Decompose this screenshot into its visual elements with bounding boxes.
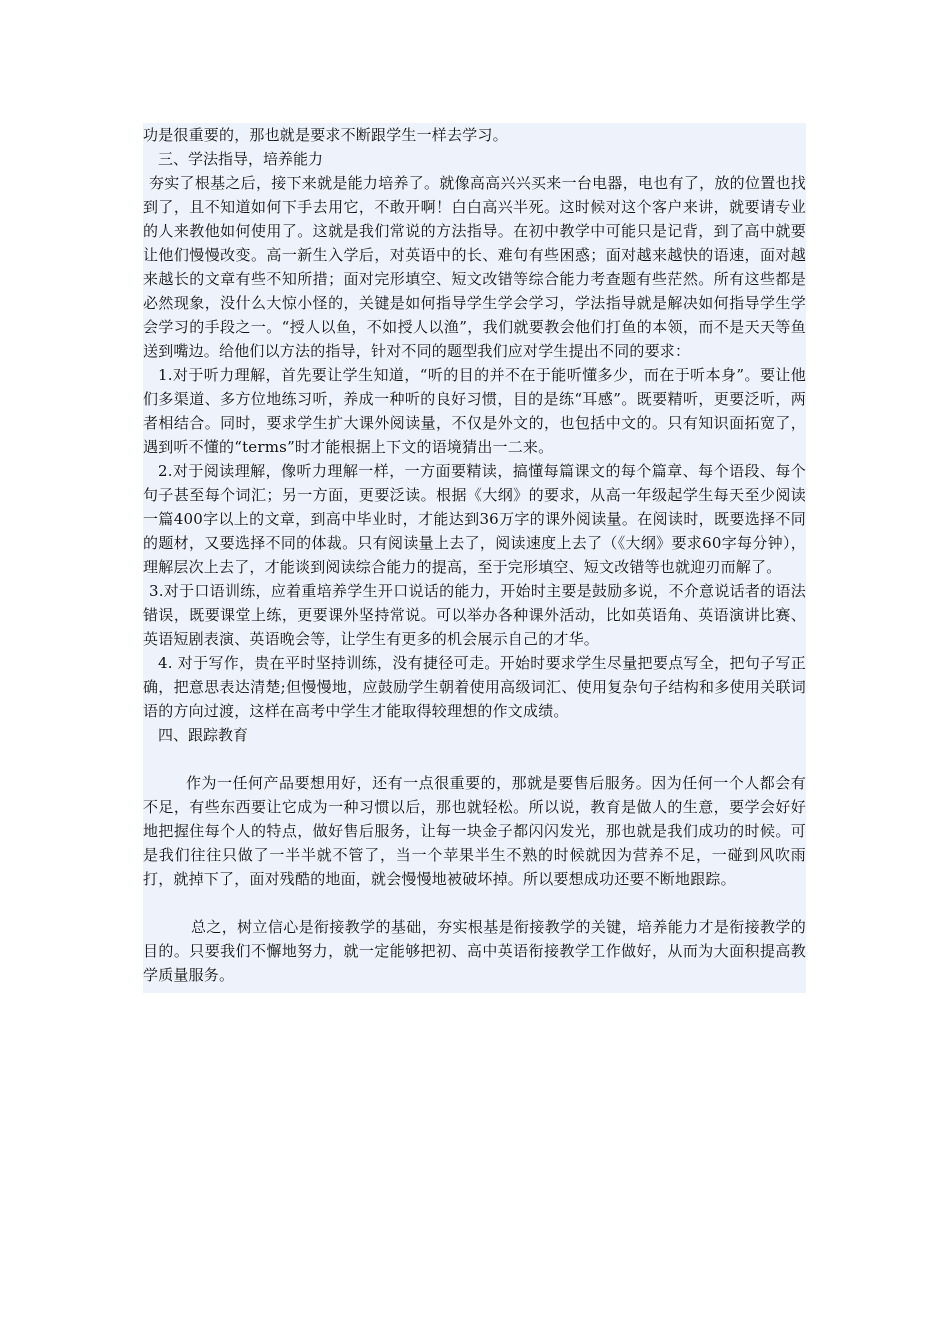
intro-line: 功是很重要的，那也就是要求不断跟学生一样去学习。: [143, 126, 508, 144]
list-item-reading: 2.对于阅读理解，像听力理解一样，一方面要精读，搞懂每篇课文的每个篇章、每个语段、每个句子甚至每个词汇；另一方面，更要泛读。根据《大纲》的要求，从高一年级起学生每天至少阅读一篇400字以上的文章，到高中毕业时，才能达到36万字的课外阅读量。在阅读时，既要选择不同的题材，又要选择不同的体裁。只有阅读量上去了，阅读速度上去了（《大纲》要求60字每分钟），理解层次上去了，才能谈到阅读综合能力的提高，至于完形填空、短文改错等也就迎刃而解了。: [143, 462, 806, 576]
paragraph-followup: 作为一任何产品要想用好，还有一点很重要的，那就是要售后服务。因为任何一个人都会有不足，有些东西要让它成为一种习惯以后，那也就轻松。所以说，教育是做人的生意，要学会好好地把握住每个人的特点，做好售后服务，让每一块金子都闪闪发光，那也就是我们成功的时候。可是我们往往只做了一半半就不管了，当一个苹果半生不熟的时候就因为营养不足，一碰到风吹雨打，就掉下了，面对残酷的地面，就会慢慢地被破坏掉。所以要想成功还要不断地跟踪。: [143, 774, 806, 888]
list-item-listening: 1.对于听力理解，首先要让学生知道，“听的目的并不在于能听懂多少，而在于听本身”。要让他们多渠道、多方位地练习听，养成一种听的良好习惯，目的是练“耳感”。既要精听，更要泛听，两者相结合。同时，要求学生扩大课外阅读量，不仅是外文的，也包括中文的。只有知识面拓宽了，遇到听不懂的“terms”时才能根据上下文的语境猜出一二来。: [143, 366, 806, 456]
document-body: [143, 123, 806, 993]
section-heading-3: 三、学法指导，培养能力: [158, 150, 324, 168]
spacer: [143, 747, 806, 771]
paragraph-conclusion: 总之，树立信心是衔接教学的基础，夯实根基是衔接教学的关键，培养能力才是衔接教学的目的。只要我们不懈地努力，就一定能够把初、高中英语衔接教学工作做好，从而为大面积提高教学质量服务。: [143, 918, 806, 984]
spacer: [143, 891, 806, 915]
section-heading-4: 四、跟踪教育: [158, 726, 249, 744]
list-item-speaking: 3.对于口语训练，应着重培养学生开口说话的能力，开始时主要是鼓励多说，不介意说话者的语法错误，既要课堂上练，更要课外坚持常说。可以举办各种课外活动，比如英语角、英语演讲比赛、英语短剧表演、英语晚会等，让学生有更多的机会展示自己的才华。: [143, 582, 806, 648]
paragraph-methods: 夯实了根基之后，接下来就是能力培养了。就像高高兴兴买来一台电器，电也有了，放的位置也找到了，且不知道如何下手去用它，不敢开啊！白白高兴半死。这时候对这个客户来讲，就要请专业的人来教他如何使用了。这就是我们常说的方法指导。在初中教学中可能只是记背，到了高中就要让他们慢慢改变。高一新生入学后，对英语中的长、难句有些困惑；面对越来越快的语速，面对越来越长的文章有些不知所措；面对完形填空、短文改错等综合能力考查题有些茫然。所有这些都是必然现象，没什么大惊小怪的，关键是如何指导学生学会学习，学法指导就是解决如何指导学生学会学习的手段之一。“授人以鱼，不如授人以渔”，我们就要教会他们打鱼的本领，而不是天天等鱼送到嘴边。给他们以方法的指导，针对不同的题型我们应对学生提出不同的要求：: [143, 174, 806, 360]
list-item-writing: 4. 对于写作，贵在平时坚持训练，没有捷径可走。开始时要求学生尽量把要点写全，把句子写正确，把意思表达清楚;但慢慢地，应鼓励学生朝着使用高级词汇、使用复杂句子结构和多使用关联词语的方向过渡，这样在高考中学生才能取得较理想的作文成绩。: [143, 654, 806, 720]
